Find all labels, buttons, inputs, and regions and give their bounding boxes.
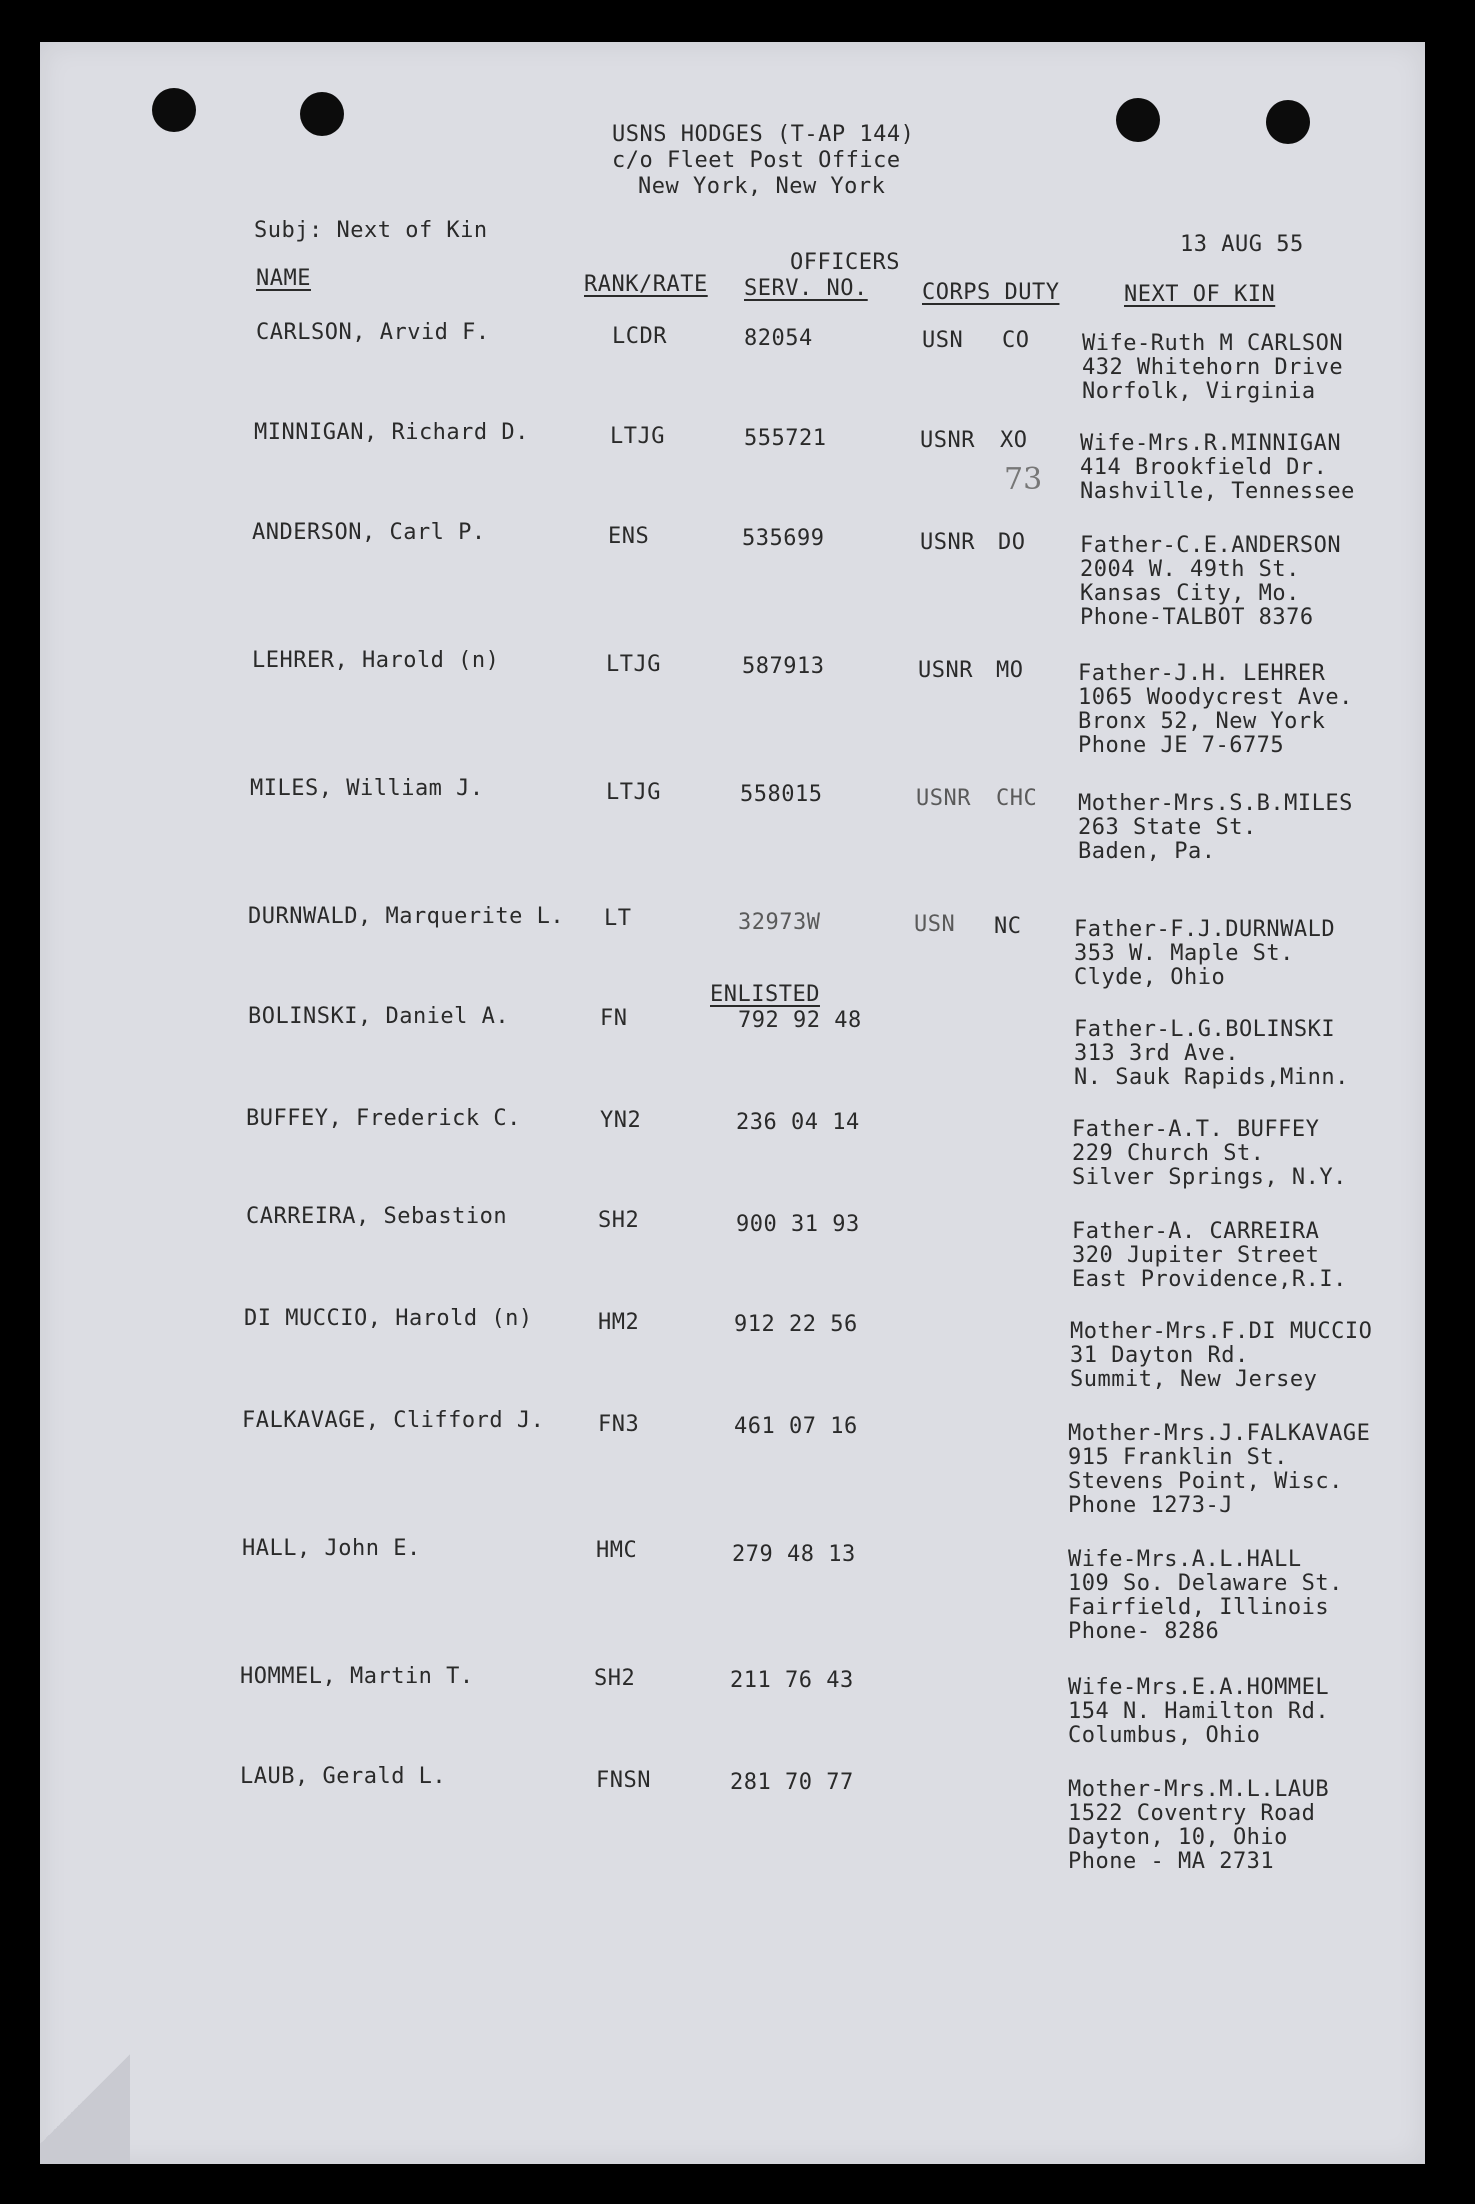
entry-corps: USN [914,912,956,937]
column-next-of-kin: NEXT OF KIN [1124,282,1276,307]
entry-corps: USNR [918,658,973,683]
entry-name: CARREIRA, Sebastion [246,1204,508,1229]
entry-next-of-kin: Father-C.E.ANDERSON 2004 W. 49th St. Kansas City, Mo. Phone-TALBOT 8376 [1080,533,1342,630]
entry-duty: XO [1000,428,1028,453]
entry-name: FALKAVAGE, Clifford J. [242,1408,545,1433]
column-serv-no: SERV. NO. [744,276,868,301]
entry-rank: FNSN [596,1768,651,1793]
entry-rank: ENS [608,524,650,549]
column-officers: OFFICERS [790,250,900,275]
entry-corps: USNR [920,530,975,555]
entry-serv-no: 236 04 14 [736,1110,860,1135]
entry-serv-no: 900 31 93 [736,1212,860,1237]
entry-duty: MO [996,658,1024,683]
entry-name: BOLINSKI, Daniel A. [248,1004,510,1029]
entry-name: ANDERSON, Carl P. [252,520,486,545]
ship-name: USNS HODGES (T-AP 144) [612,122,915,147]
entry-name: BUFFEY, Frederick C. [246,1106,521,1131]
entry-name: LAUB, Gerald L. [240,1764,447,1789]
entry-duty: CO [1002,328,1030,353]
punch-hole [300,92,344,136]
entry-rank: SH2 [598,1208,640,1233]
entry-next-of-kin: Father-J.H. LEHRER 1065 Woodycrest Ave. Bronx 52, New York Phone JE 7-6775 [1078,661,1353,758]
entry-rank: FN3 [598,1412,640,1437]
entry-serv-no: 792 92 48 [738,1008,862,1033]
subject: Subj: Next of Kin [254,218,488,243]
column-corps-duty: CORPS DUTY [922,280,1060,305]
entry-serv-no: 32973W [738,910,821,935]
entry-name: DI MUCCIO, Harold (n) [244,1306,533,1331]
entry-corps: USNR [920,428,975,453]
entry-next-of-kin: Father-F.J.DURNWALD 353 W. Maple St. Clyde, Ohio [1074,917,1336,990]
entry-corps: USN [922,328,964,353]
punch-hole [1266,100,1310,144]
entry-next-of-kin: Father-A.T. BUFFEY 229 Church St. Silver Springs, N.Y. [1072,1117,1347,1190]
entry-rank: LTJG [610,424,665,449]
entry-name: MINNIGAN, Richard D. [254,420,529,445]
entry-serv-no: 461 07 16 [734,1414,858,1439]
entry-serv-no: 558015 [740,782,823,807]
entry-duty: NC [994,914,1022,939]
column-name: NAME [256,266,311,291]
entry-name: CARLSON, Arvid F. [256,320,490,345]
entry-next-of-kin: Mother-Mrs.J.FALKAVAGE 915 Franklin St. Stevens Point, Wisc. Phone 1273-J [1068,1421,1371,1518]
entry-serv-no: 279 48 13 [732,1542,856,1567]
entry-rank: LTJG [606,780,661,805]
entry-next-of-kin: Father-L.G.BOLINSKI 313 3rd Ave. N. Sauk Rapids,Minn. [1074,1017,1349,1090]
entry-serv-no: 912 22 56 [734,1312,858,1337]
address-line-2: c/o Fleet Post Office [612,148,901,173]
entry-serv-no: 555721 [744,426,827,451]
entry-next-of-kin: Mother-Mrs.S.B.MILES 263 State St. Baden, Pa. [1078,791,1353,864]
entry-rank: HM2 [598,1310,640,1335]
entry-name: HALL, John E. [242,1536,421,1561]
page-fold [40,2034,130,2164]
punch-hole [152,88,196,132]
entry-next-of-kin: Father-A. CARREIRA 320 Jupiter Street East Providence,R.I. [1072,1219,1347,1292]
entry-name: MILES, William J. [250,776,484,801]
entry-next-of-kin: Wife-Ruth M CARLSON 432 Whitehorn Drive Norfolk, Virginia [1082,331,1344,404]
entry-serv-no: 281 70 77 [730,1770,854,1795]
entry-serv-no: 211 76 43 [730,1668,854,1693]
entry-rank: LT [604,906,632,931]
entry-name: LEHRER, Harold (n) [252,648,500,673]
entry-duty: DO [998,530,1026,555]
entry-next-of-kin: Wife-Mrs.R.MINNIGAN 414 Brookfield Dr. Nashville, Tennessee [1080,431,1355,504]
entry-rank: YN2 [600,1108,642,1133]
column-enlisted: ENLISTED [710,982,820,1007]
entry-next-of-kin: Mother-Mrs.M.L.LAUB 1522 Coventry Road Dayton, 10, Ohio Phone - MA 2731 [1068,1777,1330,1874]
entry-rank: LTJG [606,652,661,677]
entry-serv-no: 82054 [744,326,813,351]
column-rank: RANK/RATE [584,272,708,297]
entry-name: DURNWALD, Marquerite L. [248,904,565,929]
handwritten-note: 73 [1004,462,1043,497]
entry-rank: SH2 [594,1666,636,1691]
entry-serv-no: 535699 [742,526,825,551]
entry-next-of-kin: Wife-Mrs.A.L.HALL 109 So. Delaware St. Fairfield, Illinois Phone- 8286 [1068,1547,1343,1644]
entry-next-of-kin: Wife-Mrs.E.A.HOMMEL 154 N. Hamilton Rd. Columbus, Ohio [1068,1675,1330,1748]
document-date: 13 AUG 55 [1180,232,1304,257]
entry-corps: USNR [916,786,971,811]
entry-rank: FN [600,1006,628,1031]
entry-rank: HMC [596,1538,638,1563]
entry-duty: CHC [996,786,1038,811]
entry-next-of-kin: Mother-Mrs.F.DI MUCCIO 31 Dayton Rd. Summit, New Jersey [1070,1319,1373,1392]
entry-name: HOMMEL, Martin T. [240,1664,474,1689]
address-line-3: New York, New York [638,174,886,199]
entry-rank: LCDR [612,324,667,349]
punch-hole [1116,98,1160,142]
entry-serv-no: 587913 [742,654,825,679]
